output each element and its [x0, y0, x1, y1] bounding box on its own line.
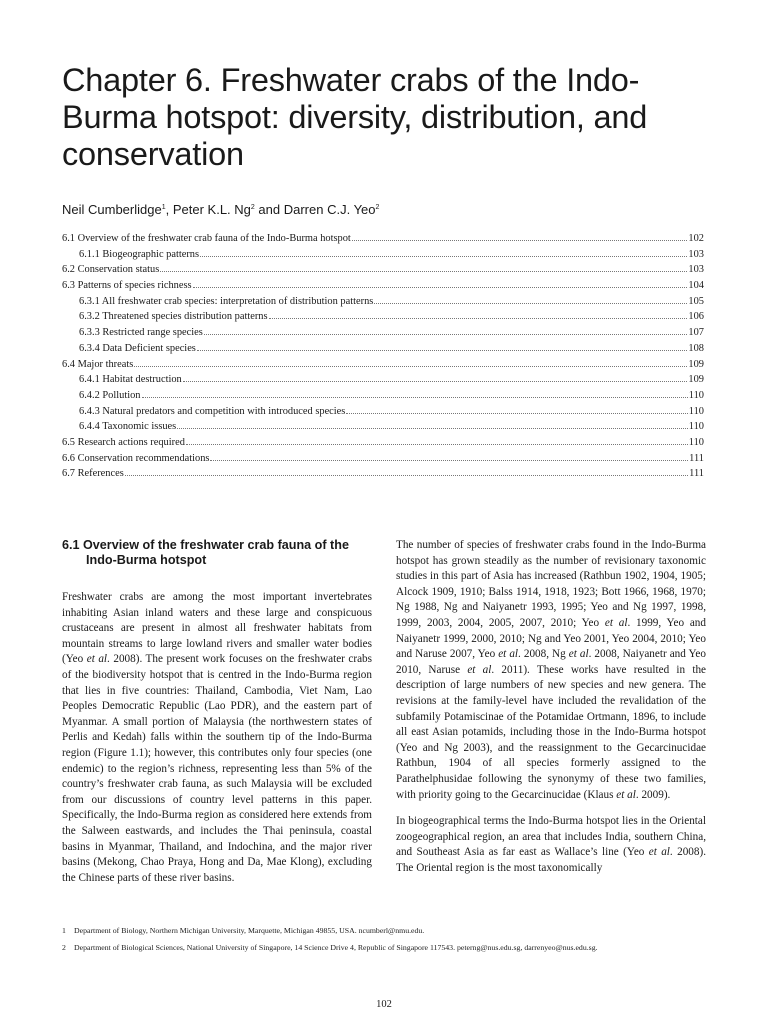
toc-entry [62, 374, 704, 390]
footnote [62, 939, 722, 956]
toc-entry [62, 343, 704, 359]
author-name: Peter K.L. Ng [172, 202, 251, 217]
toc-entry-page: 110 [688, 405, 704, 417]
toc-entry [62, 468, 704, 484]
body-paragraph [62, 590, 372, 886]
toc-entry-page: 103 [688, 264, 704, 276]
footnote-number: 1 [62, 926, 66, 935]
toc-entry [62, 406, 704, 422]
italic-text: et al [648, 846, 670, 859]
toc-leader-dots [346, 413, 687, 414]
toc-leader-dots [269, 318, 688, 319]
toc-entry-label: 6.6 Conservation recommendations [62, 452, 210, 464]
author-separator: , [165, 202, 173, 217]
author-name: Neil Cumberlidge [62, 202, 162, 217]
toc-leader-dots [352, 240, 688, 241]
toc-entry-label: 6.5 Research actions required [62, 436, 185, 448]
text-run: . 2008). The Oriental region is the most taxonomically [396, 846, 706, 874]
toc-leader-dots [142, 397, 688, 398]
text-run: The number of species of freshwater crabs found in the Indo-Burma hotspot has grown steadily as the number of revisionary taxonomic studies in this part of Asia has increased (Rathbun 1902, 1904, 1905; Alcock 1909, 1910; Balss 1914, 1918, 1923; Bott 1966, 1968, 1970; Ng 1988, Ng and Naiyanetr 1993, 1995; Yeo and Ng 1997, 1998, 1999, 2003, 2004, 2005, 2007, 2010; Yeo [396, 539, 706, 629]
toc-entry [62, 327, 704, 343]
toc-entry-page: 108 [688, 342, 704, 354]
toc-entry [62, 390, 704, 406]
toc-entry [62, 421, 704, 437]
footnote-text: Department of Biology, Northern Michigan University, Marquette, Michigan 49855, USA. ncumberl@nmu.edu. [74, 926, 425, 935]
toc-entry-label: 6.3.4 Data Deficient species [79, 342, 196, 354]
toc-entry [62, 311, 704, 327]
text-run: In biogeographical terms the Indo-Burma hotspot lies in the Oriental zoogeographical region, an area that includes India, southern China, and Southeast Asia as far east as Wallace’s line (Yeo [396, 815, 706, 859]
footnote-text: Department of Biological Sciences, National University of Singapore, 14 Science Drive 4, Republic of Singapore 117543. peterng@nus.edu.sg, darrenyeo@nus.edu.sg. [74, 943, 598, 952]
toc-entry-page: 109 [688, 374, 704, 386]
italic-text: et al [498, 648, 519, 661]
author-separator: and [254, 202, 284, 217]
toc-leader-dots [197, 350, 688, 351]
toc-entry-label: 6.7 References [62, 468, 124, 480]
toc-entry-page: 106 [688, 311, 704, 323]
italic-text: et al [467, 663, 492, 676]
toc-entry-label: 6.3.3 Restricted range species [79, 327, 203, 339]
affiliation-marker: 2 [250, 204, 255, 211]
toc-entry-page: 111 [689, 452, 704, 464]
page-number: 102 [376, 999, 392, 1010]
body-paragraph [396, 538, 706, 803]
toc-entry-page: 103 [688, 248, 704, 260]
toc-entry [62, 359, 704, 375]
toc-leader-dots [204, 334, 688, 335]
toc-entry-page: 110 [688, 389, 704, 401]
text-run: Freshwater crabs are among the most important invertebrates inhabiting Asian inland waters and these large and conspicuous crustaceans are present in almost all freshwater habitats from mountain streams to large lowland rivers and smaller water bodies (Yeo [62, 591, 372, 666]
italic-text: et al [604, 616, 628, 629]
right-column [396, 538, 706, 876]
footnote-number: 2 [62, 943, 66, 952]
toc-entry-label: 6.4.2 Pollution [79, 389, 141, 401]
toc-entry-page: 107 [688, 327, 704, 339]
toc-entry-label: 6.2 Conservation status [62, 264, 160, 276]
section-heading: 6.1 Overview of the freshwater crab fauna of the Indo-Burma hotspot [62, 538, 349, 567]
text-run: . 1999, Yeo and Naiyanetr 1999, 2000, 2010; Ng and Yeo 2001, Yeo 2004, 2010; Yeo and Naruse 2007, Yeo [396, 616, 706, 661]
toc-entry-label: 6.3.1 All freshwater crab species: interpretation of distribution patterns [79, 295, 374, 307]
toc-entry [62, 264, 704, 280]
toc-entry [62, 249, 704, 265]
footnote [62, 922, 722, 939]
toc-leader-dots [134, 366, 687, 367]
text-run: . 2008, Ng [518, 648, 569, 661]
toc-entry-label: 6.4.4 Taxonomic issues [79, 421, 177, 433]
italic-text: et al [616, 788, 636, 801]
toc-entry-page: 110 [688, 421, 704, 433]
toc-entry [62, 437, 704, 453]
toc-entry-label: 6.1 Overview of the freshwater crab fauna of the Indo-Burma hotspot [62, 233, 351, 244]
text-run: . 2009). [635, 788, 671, 801]
left-column [62, 538, 372, 886]
toc-leader-dots [374, 303, 687, 304]
toc-entry-label: 6.1.1 Biogeographic patterns [79, 248, 200, 260]
toc-entry-label: 6.3.2 Threatened species distribution patterns [79, 311, 268, 323]
toc-leader-dots [183, 381, 688, 382]
toc-entry-label: 6.4.3 Natural predators and competition with introduced species [79, 405, 346, 417]
toc-entry [62, 296, 704, 312]
toc-entry-label: 6.4 Major threats [62, 358, 134, 370]
text-run: . 2008, Naiyanetr and Yeo 2010, Naruse [396, 648, 706, 676]
affiliation-marker: 2 [375, 204, 380, 211]
toc-entry-page: 111 [689, 468, 704, 480]
toc-leader-dots [125, 475, 688, 476]
table-of-contents [62, 233, 704, 484]
italic-text: et al [86, 653, 108, 666]
toc-leader-dots [193, 287, 688, 288]
toc-entry [62, 280, 704, 296]
text-run: . 2008). The present work focuses on the freshwater crabs of the biodiversity hotspot that is centred in the Indo-Burma region that lies in five countries: Thailand, Cambodia, Viet Nam, Lao Peoples Democratic Republic (Lao PDR), and the eastern part of Myanmar. A small portion of Malaysia (the northwestern states of Perlis and Kedah) falls within the southern tip of the Indo-Burma region (Figure 1.1); however, this contributes only four species (one endemic) to the region’s richness, representing less than 5% of the country’s freshwater crab fauna, as such Malaysia will be excluded from our discussions of country level patterns in this paper. Specifically, the Indo-Burma region as considered here extends from the Salween eastwards, and includes the Thai peninsula, coastal basins in Myanmar, Thailand, and Indochina, and the major river basins (Mekong, Chao Praya, Hong and Da, Mae Klong), excluding the Chinese parts of these river basins. [62, 653, 373, 884]
footnotes [62, 922, 722, 956]
toc-leader-dots [200, 256, 687, 257]
toc-entry-label: 6.3 Patterns of species richness [62, 280, 192, 292]
body-paragraph [396, 814, 706, 876]
toc-leader-dots [177, 428, 688, 429]
toc-entry [62, 233, 704, 249]
toc-entry-page: 110 [688, 436, 704, 448]
author-line [62, 202, 379, 217]
chapter-title: Chapter 6. Freshwater crabs of the Indo-Burma hotspot: diversity, distribution, and conservation [62, 62, 648, 172]
text-run: . 2011). These works have resulted in the description of large numbers of new species and new genera. The revisions at the family-level have included the revalidation of the subfamily Potamiscinae of the Potamidae Ortmann, 1896, to include all east Asian potamids, including those in the Indo-Burma hotspot (Yeo and Ng 2003), and the reassignment to the Gecarcinucidae Rathbun, 1904 of all species formerly assigned to the Parathelphusidae following the synonymy of these two families, with priority going to the Gecarcinucidae (Klaus [396, 663, 706, 801]
toc-entry-page: 109 [688, 358, 704, 370]
author-name: Darren C.J. Yeo [283, 202, 376, 217]
affiliation-marker: 1 [161, 204, 166, 211]
toc-entry-page: 105 [688, 295, 704, 307]
italic-text: et al [568, 648, 589, 661]
toc-entry-page: 102 [688, 233, 704, 244]
toc-entry-label: 6.4.1 Habitat destruction [79, 374, 182, 386]
toc-entry-page: 104 [688, 280, 704, 292]
toc-leader-dots [160, 271, 687, 272]
toc-leader-dots [186, 444, 688, 445]
toc-leader-dots [210, 460, 688, 461]
toc-entry [62, 453, 704, 469]
